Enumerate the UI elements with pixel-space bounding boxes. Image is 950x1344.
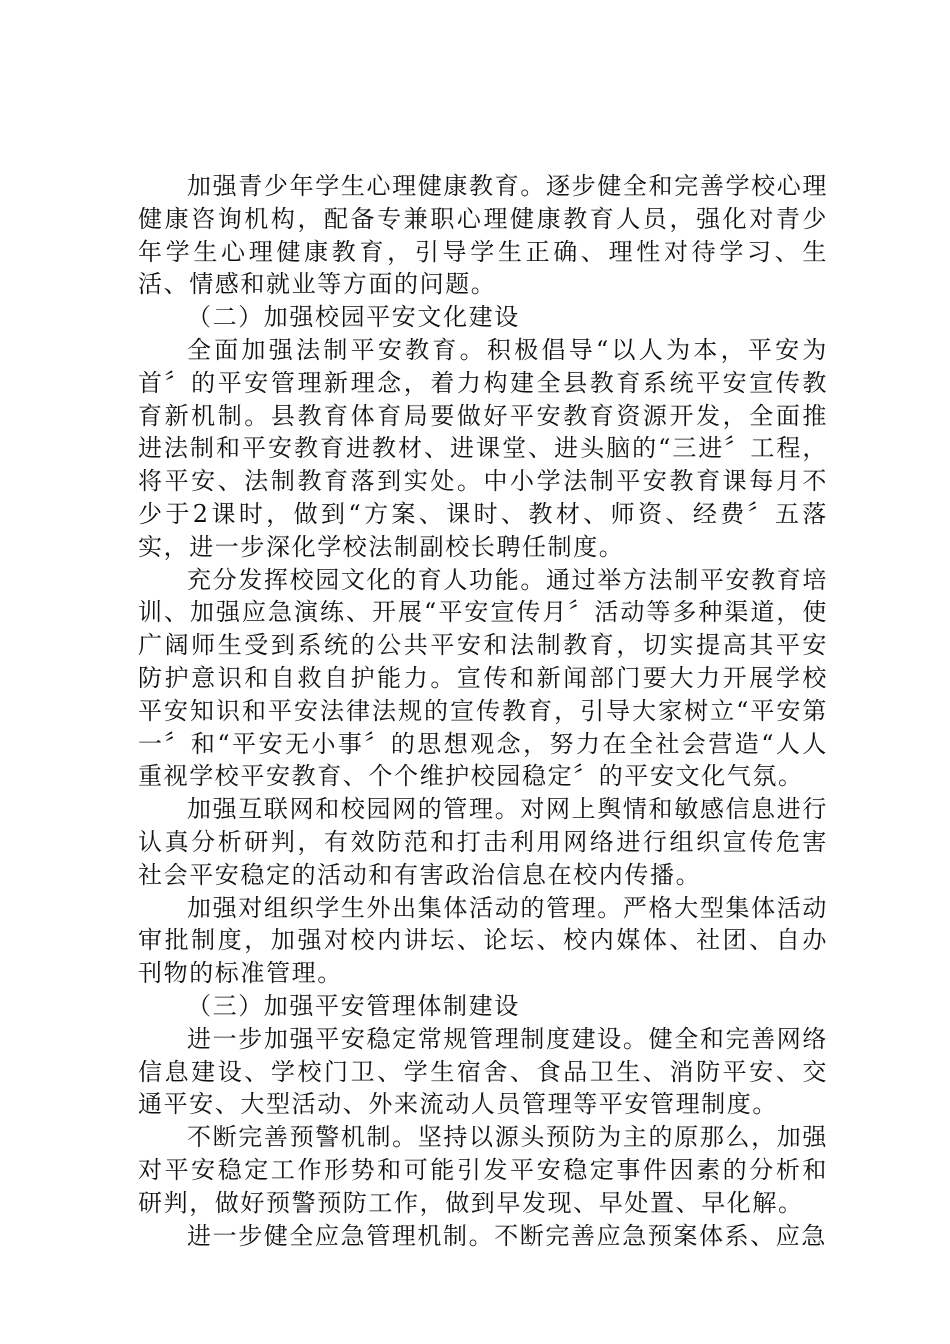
paragraph-emergency-management: 进一步健全应急管理机制。不断完善应急预案体系、应急 (187, 1221, 827, 1250)
document-body (138, 170, 828, 1252)
paragraph-legal-safety-education: 全面加强法制平安教育。积极倡导“以人为本，平安为首〞的平安管理新理念，着力构建全县教育系统平安宣传教育新机制。县教育体育局要做好平安教育资源开发，全面推进法制和平安教育进教材、进课堂、进头脑的“三进〞工程，将平安、法制教育落到实处。中小学法制平安教育课每月不少于2课时，做到“方案、课时、教材、师资、经费〞五落实，进一步深化学校法制副校长聘任制度。 (138, 335, 828, 561)
paragraph-regular-management: 进一步加强平安稳定常规管理制度建设。健全和完善网络信息建设、学校门卫、学生宿舍、食品卫生、消防平安、交通平安、大型活动、外来流动人员管理等平安管理制度。 (138, 1024, 828, 1119)
paragraph-early-warning: 不断完善预警机制。坚持以源头预防为主的原那么，加强对平安稳定工作形势和可能引发平安稳定事件因素的分析和研判，做好预警预防工作，做到早发现、早处置、早化解。 (138, 1123, 828, 1217)
paragraph-campus-culture: 充分发挥校园文化的育人功能。通过举方法制平安教育培训、加强应急演练、开展“平安宣传月〞活动等多种渠道，使广阔师生受到系统的公共平安和法制教育，切实提高其平安防护意识和自救自护能力。宣传和新闻部门要大力开展学校平安知识和平安法律法规的宣传教育，引导大家树立“平安第一〞和“平安无小事〞的思想观念，努力在全社会营造“人人重视学校平安教育、个个维护校园稳定〞的平安文化气氛。 (138, 565, 828, 791)
section-heading-safety-management-system: （三）加强平安管理体制建设 (187, 991, 520, 1020)
paragraph-mental-health: 加强青少年学生心理健康教育。逐步健全和完善学校心理健康咨询机构，配备专兼职心理健康教育人员，强化对青少年学生心理健康教育，引导学生正确、理性对待学习、生活、情感和就业等方面的问题。 (138, 172, 828, 299)
section-heading-campus-safety-culture: （二）加强校园平安文化建设 (187, 303, 520, 332)
paragraph-internet-management: 加强互联网和校园网的管理。对网上舆情和敏感信息进行认真分析研判，有效防范和打击利用网络进行组织宣传危害社会平安稳定的活动和有害政治信息在校内传播。 (138, 795, 828, 889)
paragraph-group-activities: 加强对组织学生外出集体活动的管理。严格大型集体活动审批制度，加强对校内讲坛、论坛、校内媒体、社团、自办刊物的标准管理。 (138, 893, 828, 988)
